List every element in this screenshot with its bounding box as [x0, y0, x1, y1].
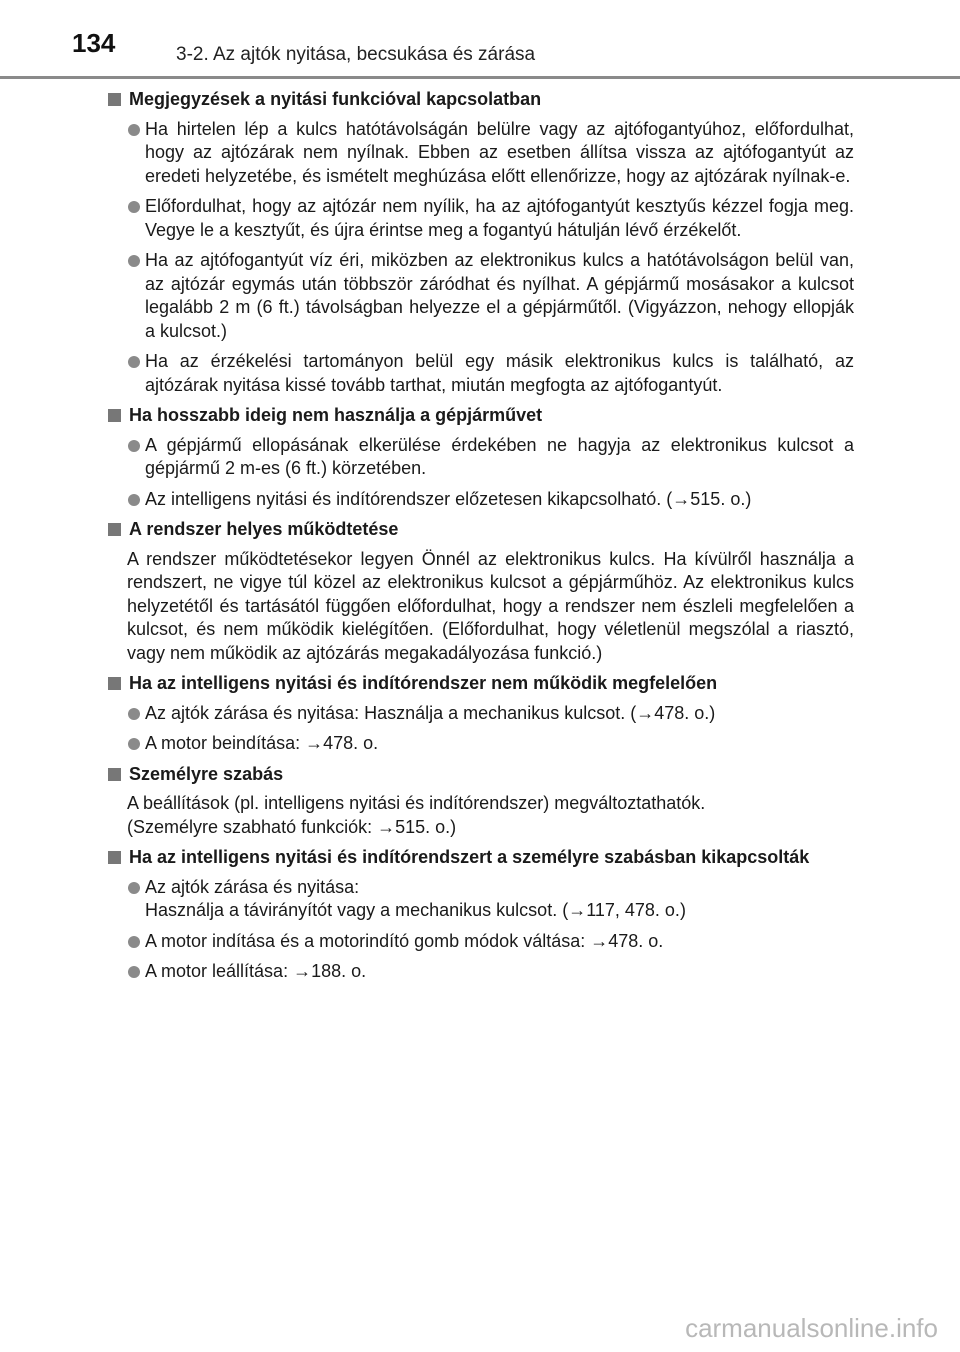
section-title: Ha az intelligens nyitási és indítórendszer nem működik megfelelően: [108, 672, 854, 696]
section-long-term-nonuse: [108, 404, 854, 511]
round-bullet-icon: [128, 966, 140, 978]
section-title: Megjegyzések a nyitási funkcióval kapcsolatban: [108, 88, 854, 112]
square-bullet-icon: [108, 93, 121, 106]
list-item: Ha az ajtófogantyút víz éri, miközben az elektronikus kulcs a hatótávolságon belül van, az ajtózár egymás után többször záródhat és nyílhat. A gépjármű mosásakor a kulcsot legalább 2 m (6 ft.) távolságban helyezze el a gépjárműtől. (Vigyázzon, nehogy ellopják a kulcsot.): [108, 249, 854, 343]
section-door-opening-notes: [108, 88, 854, 397]
list-item: A motor leállítása: →188. o.: [108, 960, 854, 984]
round-bullet-icon: [128, 738, 140, 750]
round-bullet-icon: [128, 440, 140, 452]
square-bullet-icon: [108, 409, 121, 422]
list-item: Az intelligens nyitási és indítórendszer előzetesen kikapcsolható. (→515. o.): [108, 488, 854, 512]
section-title: Személyre szabás: [108, 763, 854, 787]
round-bullet-icon: [128, 255, 140, 267]
round-bullet-icon: [128, 882, 140, 894]
round-bullet-icon: [128, 936, 140, 948]
round-bullet-icon: [128, 356, 140, 368]
page-content: [108, 88, 854, 991]
list-item: Ha az érzékelési tartományon belül egy másik elektronikus kulcs is található, az ajtózárak nyitása kissé tovább tarthat, miután megfogta az ajtófogantyút.: [108, 350, 854, 397]
round-bullet-icon: [128, 201, 140, 213]
chapter-title: 3-2. Az ajtók nyitása, becsukása és zárása: [176, 44, 536, 65]
round-bullet-icon: [128, 124, 140, 136]
list-item: Az ajtók zárása és nyitása: Használja a távirányítót vagy a mechanikus kulcsot. (→117, 478. o.): [108, 876, 854, 923]
page-header: [0, 0, 960, 65]
section-system-disabled: [108, 846, 854, 984]
section-correct-operation: [108, 518, 854, 665]
section-title: Ha az intelligens nyitási és indítórendszert a személyre szabásban kikapcsolták: [108, 846, 854, 870]
square-bullet-icon: [108, 768, 121, 781]
list-item: Ha hirtelen lép a kulcs hatótávolságán belülre vagy az ajtófogantyúhoz, előfordulhat, hogy az ajtózárak nem nyílnak. Ebben az esetben állítsa vissza az ajtófogantyút az eredeti helyzetébe, és ismételt meghúzása előtt ellenőrizze, hogy az ajtózárak nyílnak-e.: [108, 118, 854, 189]
page-number: 134: [72, 28, 116, 58]
list-item: A motor indítása és a motorindító gomb módok váltása: →478. o.: [108, 930, 854, 954]
section-paragraph: A beállítások (pl. intelligens nyitási és indítórendszer) megváltoztathatók. (Személyre szabható funkciók: →515. o.): [127, 793, 706, 837]
list-item: Előfordulhat, hogy az ajtózár nem nyílik, ha az ajtófogantyút kesztyűs kézzel fogja meg. Vegye le a kesztyűt, és újra érintse meg a fogantyú hátulján lévő érzékelőt.: [108, 195, 854, 242]
section-paragraph: A rendszer működtetésekor legyen Önnél az elektronikus kulcs. Ha kívülről használja a rendszert, ne vigye túl közel az elektronikus kulcsot a gépjárműhöz. Az elektronikus kulcs helyzetétől és tartásától függően előfordulhat, hogy a rendszer nem észleli megfelelően a kulcsot, és nem működik kielégítően. (Előfordulhat, hogy véletlenül megszólal a riasztó, vagy nem működik az ajtózárás megakadályozása funkció.): [127, 548, 854, 663]
list-item: Az ajtók zárása és nyitása: Használja a mechanikus kulcsot. (→478. o.): [108, 702, 854, 726]
round-bullet-icon: [128, 494, 140, 506]
square-bullet-icon: [108, 523, 121, 536]
round-bullet-icon: [128, 708, 140, 720]
section-customization: [108, 763, 854, 840]
square-bullet-icon: [108, 851, 121, 864]
header-divider: [0, 76, 960, 79]
watermark: carmanualsonline.info: [685, 1313, 938, 1343]
square-bullet-icon: [108, 677, 121, 690]
section-title: A rendszer helyes működtetése: [108, 518, 854, 542]
list-item: A motor beindítása: →478. o.: [108, 732, 854, 756]
section-title: Ha hosszabb ideig nem használja a gépjárművet: [108, 404, 854, 428]
list-item: A gépjármű ellopásának elkerülése érdekében ne hagyja az elektronikus kulcsot a gépjármű 2 m-es (6 ft.) körzetében.: [108, 434, 854, 481]
section-system-malfunction: [108, 672, 854, 756]
